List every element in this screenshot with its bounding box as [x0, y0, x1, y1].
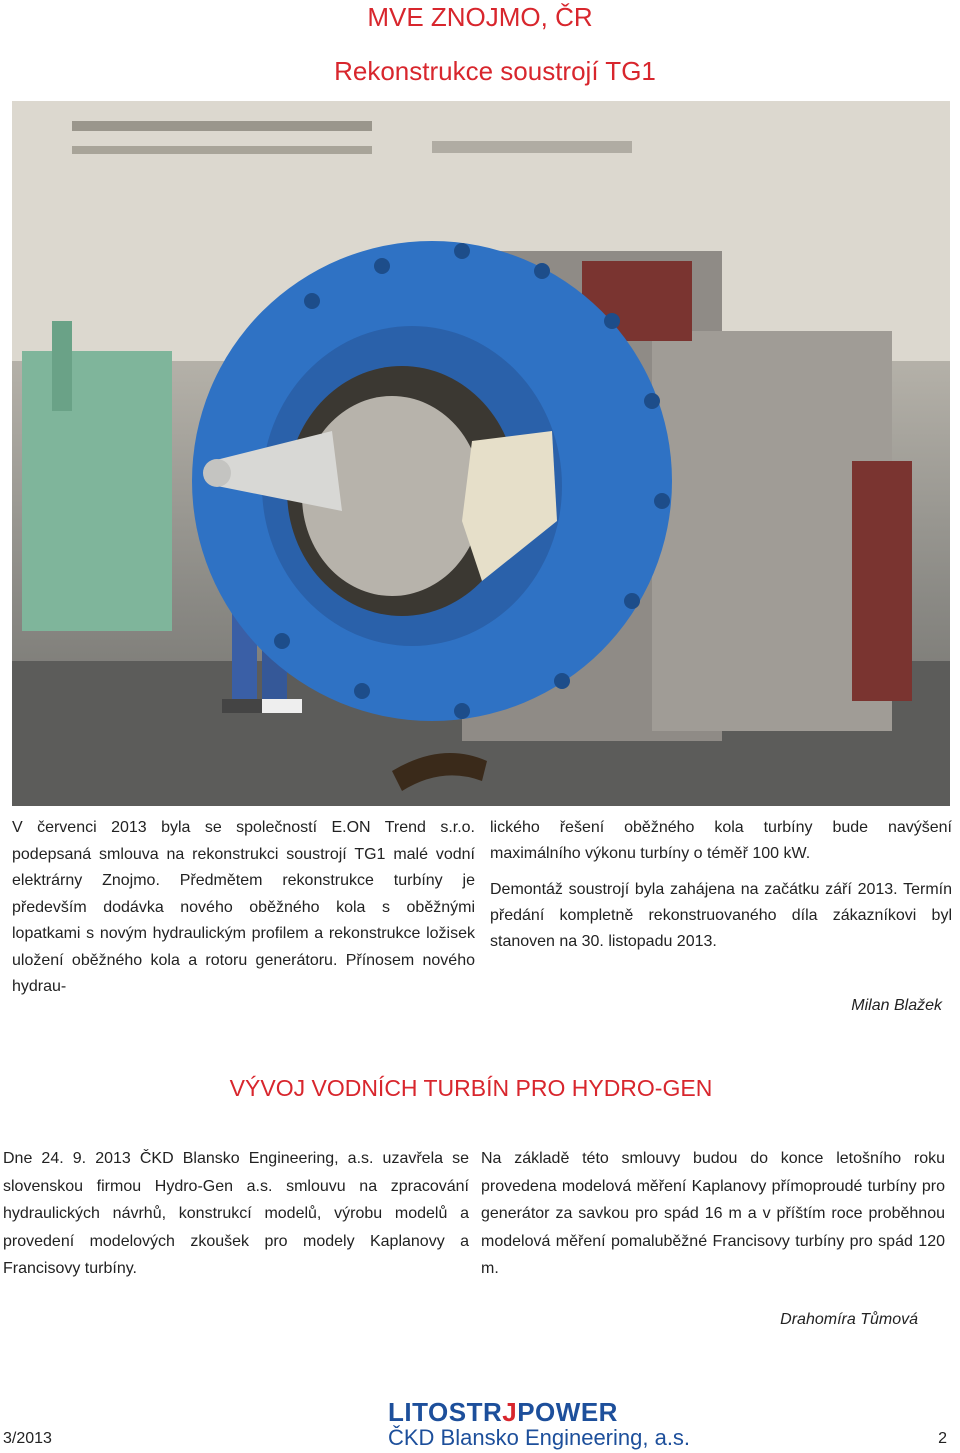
page-title: MVE ZNOJMO, ČR [367, 2, 593, 32]
article1-author: Milan Blažek [851, 997, 942, 1014]
logo-text-part1: LITOSTR [388, 1397, 503, 1427]
page-subtitle: Rekonstrukce soustrojí TG1 [334, 56, 656, 86]
page-number: 2 [938, 1430, 947, 1447]
article1-right-paragraph-1: lického řešení oběžného kola turbíny bude navýšení maximálního výkonu turbíny o téměř 100 kW. [490, 819, 952, 862]
article2-right-column [481, 1145, 945, 1283]
article1-left-text: V červenci 2013 byla se společností E.ON Trend s.r.o. podepsaná smlouva na rekonstrukci soustrojí TG1 malé vodní elektrárny Znojmo. Předmětem rekonstrukce turbíny je především dodávka nového oběžného kola s oběžnými lopatkami s novým hydraulickým profilem a rekonstrukce ložisek uložení oběžného kola a rotoru generátoru. Přínosem nového hydrau- [12, 819, 475, 995]
article1-left-column [12, 815, 475, 1001]
article2-left-column [3, 1145, 469, 1283]
ckd-blansko-logo-text: ČKD Blansko Engineering, a.s. [388, 1425, 691, 1450]
article1-right-paragraph-2: Demontáž soustrojí byla zahájena na začátku září 2013. Termín předání kompletně rekonstruovaného díla zákazníkovi byl stanoven na 30. listopadu 2013. [490, 881, 952, 950]
article1-right-column [490, 815, 952, 965]
issue-number: 3/2013 [3, 1430, 52, 1447]
turbine-machine-photo [12, 101, 950, 806]
logo-text-part3: POWER [517, 1397, 618, 1427]
logo-text-part2: J [502, 1397, 518, 1427]
litostroj-power-logo [388, 1397, 618, 1428]
article2-heading: VÝVOJ VODNÍCH TURBÍN PRO HYDRO-GEN [229, 1075, 713, 1101]
article2-right-text: Na základě této smlouvy budou do konce letošního roku provedena modelová měření Kaplanovy přímoproudé turbíny pro generátor za savkou pro spád 16 m a v příštím roce proběhnou modelová měření pomaluběžné Francisovy turbíny pro spád 120 m. [481, 1150, 945, 1277]
article2-left-text: Dne 24. 9. 2013 ČKD Blansko Engineering, a.s. uzavřela se slovenskou firmou Hydro-Gen a.s. smlouvu na zpracování hydraulických návrhů, konstrukcí modelů, výrobu modelů a provedení modelových zkoušek pro modely Kaplanovy a Francisovy turbíny. [3, 1150, 469, 1277]
article2-author: Drahomíra Tůmová [780, 1311, 918, 1328]
